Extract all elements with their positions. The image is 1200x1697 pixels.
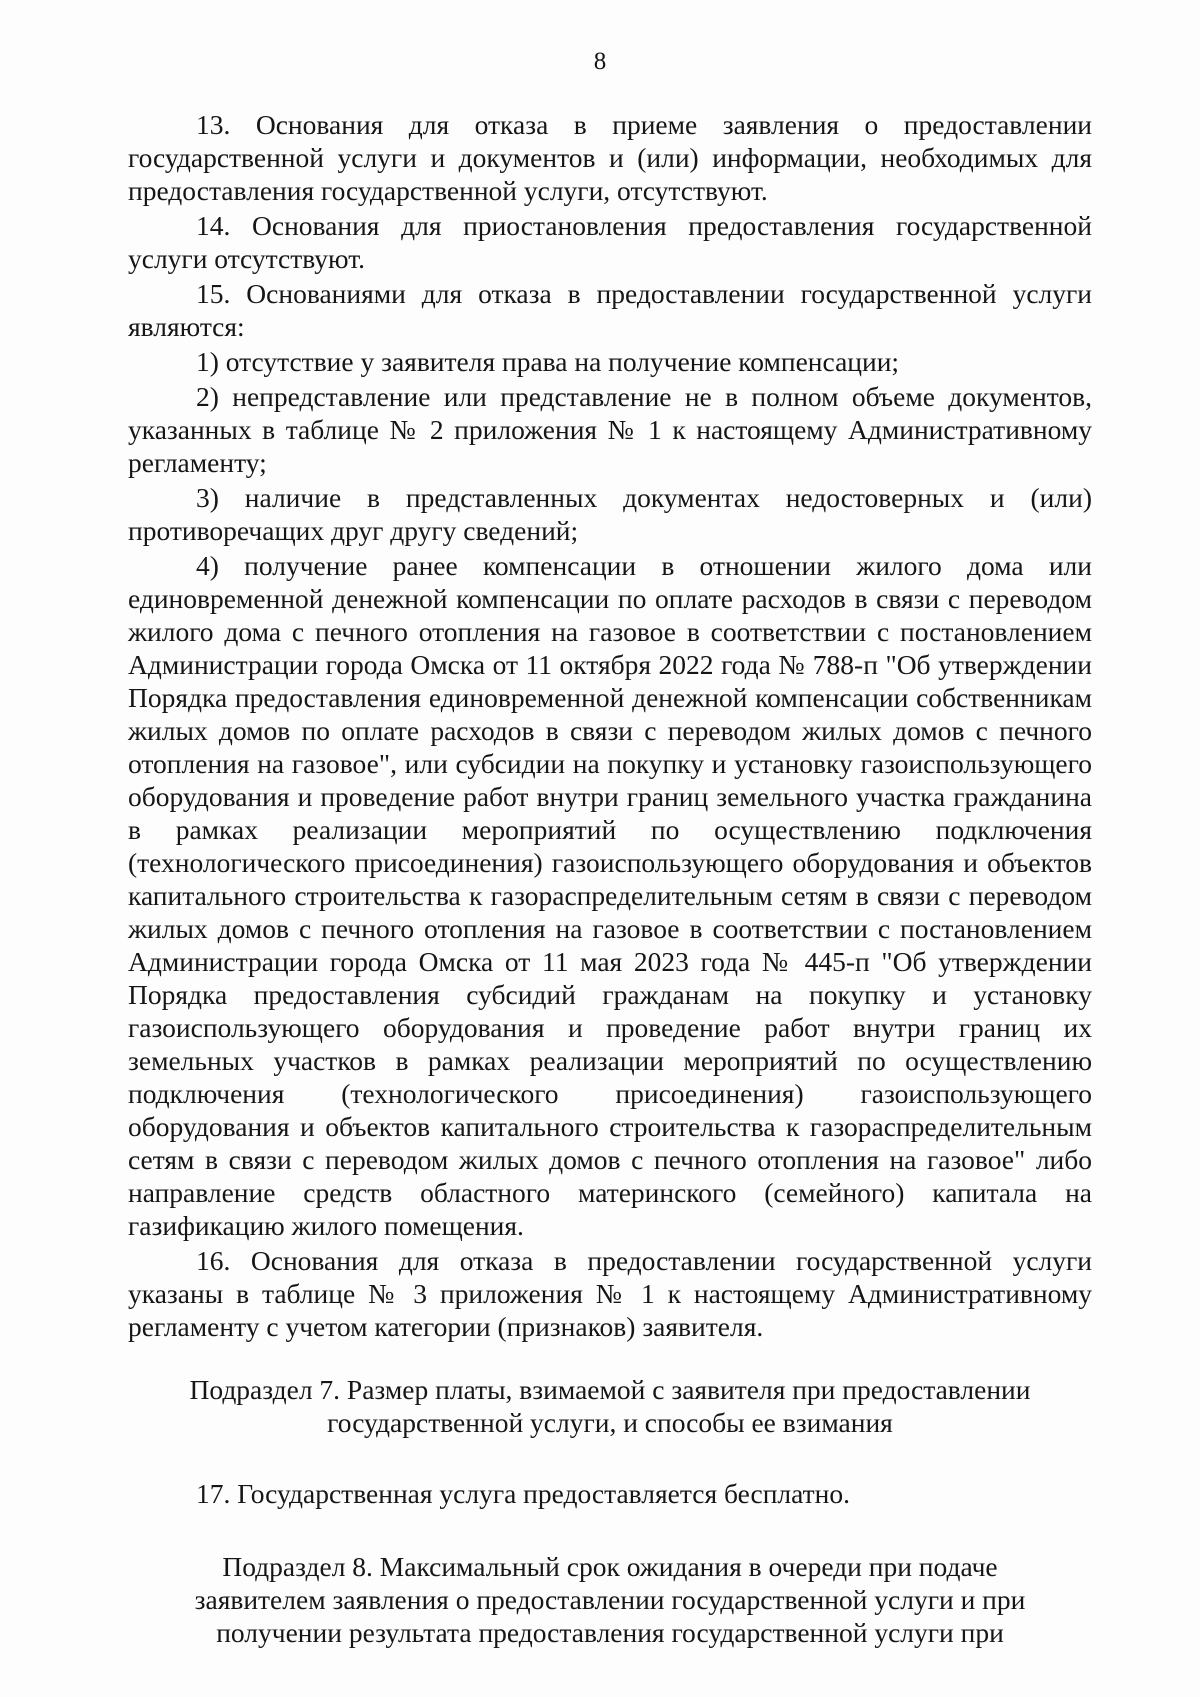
paragraph-14: 14. Основания для приостановления предоставления государственной услуги отсутствуют.: [128, 210, 1092, 274]
paragraph-13: 13. Основания для отказа в приеме заявления о предоставлении государственной услуги и документов и (или) информации, необходимых для предоставления государственной услуги, отсутствуют.: [128, 109, 1092, 206]
subsection-7-heading: Подраздел 7. Размер платы, взимаемой с заявителя при предоставлении государственной услуги, и способы ее взимания: [189, 1374, 1031, 1438]
paragraph-17: 17. Государственная услуга предоставляется бесплатно.: [196, 1478, 850, 1509]
subsection-8-heading: Подраздел 8. Максимальный срок ожидания в очереди при подаче заявителем заявления о предоставлении государственной услуги и при получении результата предоставления государственной услуги при: [194, 1551, 1026, 1648]
paragraph-15-item-2: 2) непредставление или представление не в полном объеме документов, указанных в таблице № 2 приложения № 1 к настоящему Административному регламенту;: [128, 381, 1092, 478]
paragraph-15: 15. Основаниями для отказа в предоставлении государственной услуги являются:: [128, 278, 1092, 342]
paragraph-15-item-3: 3) наличие в представленных документах недостоверных и (или) противоречащих друг другу сведений;: [128, 482, 1092, 546]
document-body: [128, 108, 1092, 1649]
paragraph-16: 16. Основания для отказа в предоставлении государственной услуги указаны в таблице № 3 приложения № 1 к настоящему Административному регламенту с учетом категории (признаков) заявителя.: [128, 1245, 1092, 1342]
paragraph-15-item-4: 4) получение ранее компенсации в отношении жилого дома или единовременной денежной компенсации по оплате расходов в связи с переводом жилого дома с печного отопления на газовое в соответствии с постановлением Администрации города Омска от 11 октября 2022 года № 788-п "Об утверждении Порядка предоставления единовременной денежной компенсации собственникам жилых домов по оплате расходов в связи с переводом жилых домов с печного отопления на газовое", или субсидии на покупку и установку газоиспользующего оборудования и проведение работ внутри границ земельного участка гражданина в рамках реализации мероприятий по осуществлению подключения (технологического присоединения) газоиспользующего оборудования и объектов капитального строительства к газораспределительным сетям в связи с переводом жилых домов с печного отопления на газовое в соответствии с постановлением Администрации города Омска от 11 мая 2023 года № 445-п "Об утверждении Порядка предоставления субсидий гражданам на покупку и установку газоиспользующего оборудования и проведение работ внутри границ их земельных участков в рамках реализации мероприятий по осуществлению подключения (технологического присоединения) газоиспользующего оборудования и объектов капитального строительства к газораспределительным сетям в связи с переводом жилых домов с печного отопления на газовое" либо направление средств областного материнского (семейного) капитала на газификацию жилого помещения.: [128, 550, 1092, 1241]
paragraph-15-item-1: 1) отсутствие у заявителя права на получение компенсации;: [196, 346, 900, 377]
page-number: 8: [593, 48, 607, 75]
